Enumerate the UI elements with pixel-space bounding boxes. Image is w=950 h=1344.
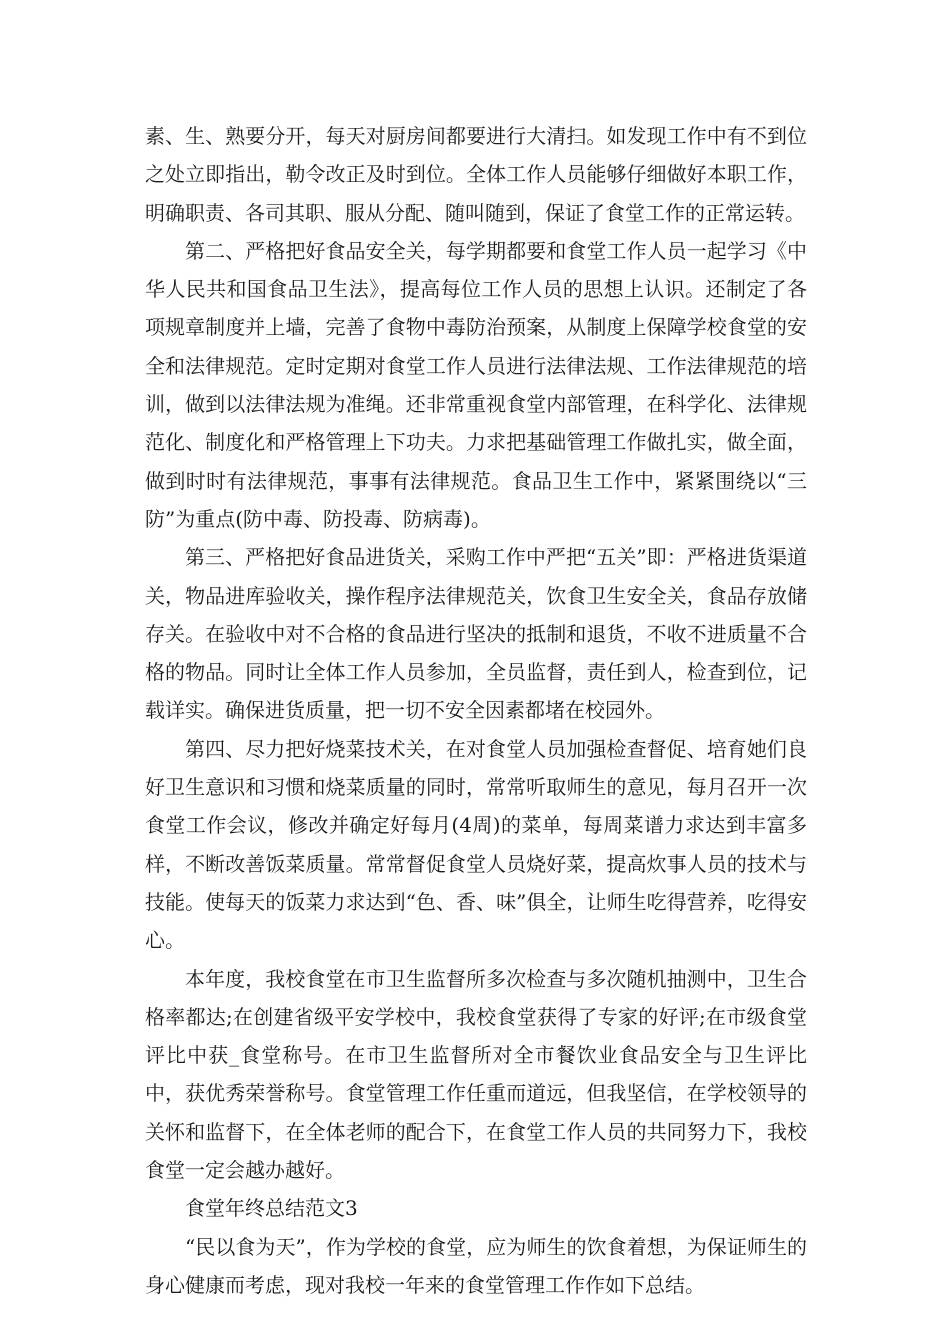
paragraph-purchasing: 第三、严格把好食品进货关，采购工作中严把“五关”即：严格进货渠道关，物品进库验收关，操作程序法律规范关，饮食卫生安全关，食品存放储存关。在验收中对不合格的食品进行坚决的抵制和退货，不收不进质量不合格的物品。同时让全体工作人员参加，全员监督，责任到人，检查到位，记载详实。确保进货质量，把一切不安全因素都堵在校园外。 — [145, 545, 807, 723]
paragraph-cooking-quality: 第四、尽力把好烧菜技术关，在对食堂人员加强检查督促、培育她们良好卫生意识和习惯和烧菜质量的同时，常常听取师生的意见，每月召开一次食堂工作会议，修改并确定好每月(4周)的菜单，每周菜谱力求达到丰富多样，不断改善饭菜质量。常常督促食堂人员烧好菜，提高炊事人员的技术与技能。使每天的饭菜力求达到“色、香、味”俱全，让师生吃得营养，吃得安心。 — [145, 736, 807, 953]
paragraph-introduction: “民以食为天”，作为学校的食堂，应为师生的饮食着想，为保证师生的身心健康而考虑，现对我校一年来的食堂管理工作作如下总结。 — [145, 1234, 807, 1297]
section-heading: 食堂年终总结范文3 — [185, 1196, 358, 1221]
paragraph-continuation: 素、生、熟要分开，每天对厨房间都要进行大清扫。如发现工作中有不到位之处立即指出，勒令改正及时到位。全体工作人员能够仔细做好本职工作，明确职责、各司其职、服从分配、随叫随到，保证了食堂工作的正常运转。 — [145, 124, 807, 225]
document-body — [145, 117, 807, 1304]
paragraph-food-safety: 第二、严格把好食品安全关，每学期都要和食堂工作人员一起学习《中华人民共和国食品卫生法》，提高每位工作人员的思想上认识。还制定了各项规章制度并上墙，完善了食物中毒防治预案，从制度上保障学校食堂的安全和法律规范。定时定期对食堂工作人员进行法律法规、工作法律规范的培训，做到以法律法规为准绳。还非常重视食堂内部管理，在科学化、法律规范化、制度化和严格管理上下功夫。力求把基础管理工作做扎实，做全面，做到时时有法律规范，事事有法律规范。食品卫生工作中，紧紧围绕以“三防”为重点(防中毒、防投毒、防病毒)。 — [145, 238, 807, 531]
paragraph-annual-results: 本年度，我校食堂在市卫生监督所多次检查与多次随机抽测中，卫生合格率都达;在创建省级平安学校中，我校食堂获得了专家的好评;在市级食堂评比中获_食堂称号。在市卫生监督所对全市餐饮业食品安全与卫生评比中，获优秀荣誉称号。食堂管理工作任重而道远，但我坚信，在学校领导的关怀和监督下，在全体老师的配合下，在食堂工作人员的共同努力下，我校食堂一定会越办越好。 — [145, 966, 807, 1183]
